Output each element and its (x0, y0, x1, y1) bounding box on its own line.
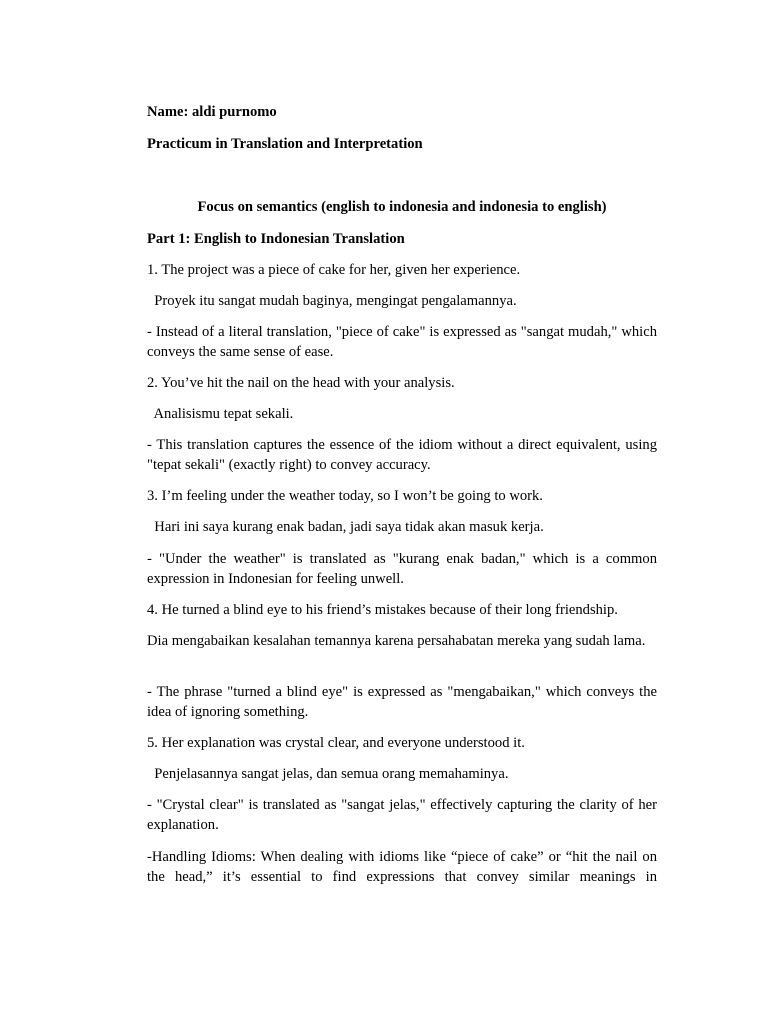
source-sentence-3: 3. I’m feeling under the weather today, so I won’t be going to work. (147, 488, 543, 504)
source-sentence-1: 1. The project was a piece of cake for her, given her experience. (147, 262, 521, 278)
translation-note-4: - The phrase "turned a blind eye" is expressed as "mengabaikan," which conveys the idea of ignoring something. (147, 684, 657, 720)
course-title: Practicum in Translation and Interpretation (147, 136, 423, 152)
translation-4: Dia mengabaikan kesalahan temannya karena persahabatan mereka yang sudah lama. (147, 633, 646, 649)
translation-note-5: - "Crystal clear" is translated as "sangat jelas," effectively capturing the clarity of her explanation. (147, 797, 657, 833)
source-sentence-2: 2. You’ve hit the nail on the head with your analysis. (147, 375, 455, 391)
translation-note-3: - "Under the weather" is translated as "kurang enak badan," which is a common expression in Indonesian for feeling unwell. (147, 551, 657, 587)
source-sentence-4: 4. He turned a blind eye to his friend’s mistakes because of their long friendship. (147, 602, 618, 618)
translation-note-1: - Instead of a literal translation, "piece of cake" is expressed as "sangat mudah," which conveys the same sense of ease. (147, 324, 657, 360)
source-sentence-5: 5. Her explanation was crystal clear, and everyone understood it. (147, 735, 525, 751)
handling-idioms-paragraph: -Handling Idioms: When dealing with idioms like “piece of cake” or “hit the nail on the head,” it’s essential to find expressions that convey similar meanings in (147, 849, 657, 885)
focus-heading: Focus on semantics (english to indonesia and indonesia to english) (197, 199, 607, 215)
translation-5: Penjelasannya sangat jelas, dan semua orang memahaminya. (147, 766, 509, 782)
translation-note-2: - This translation captures the essence of the idiom without a direct equivalent, using "tepat sekali" (exactly right) to convey accuracy. (147, 437, 657, 473)
translation-3: Hari ini saya kurang enak badan, jadi saya tidak akan masuk kerja. (147, 519, 544, 535)
student-name: Name: aldi purnomo (147, 104, 277, 120)
translation-1: Proyek itu sangat mudah baginya, mengingat pengalamannya. (147, 293, 517, 309)
translation-2: Analisismu tepat sekali. (147, 406, 294, 422)
part-heading: Part 1: English to Indonesian Translation (147, 231, 405, 247)
